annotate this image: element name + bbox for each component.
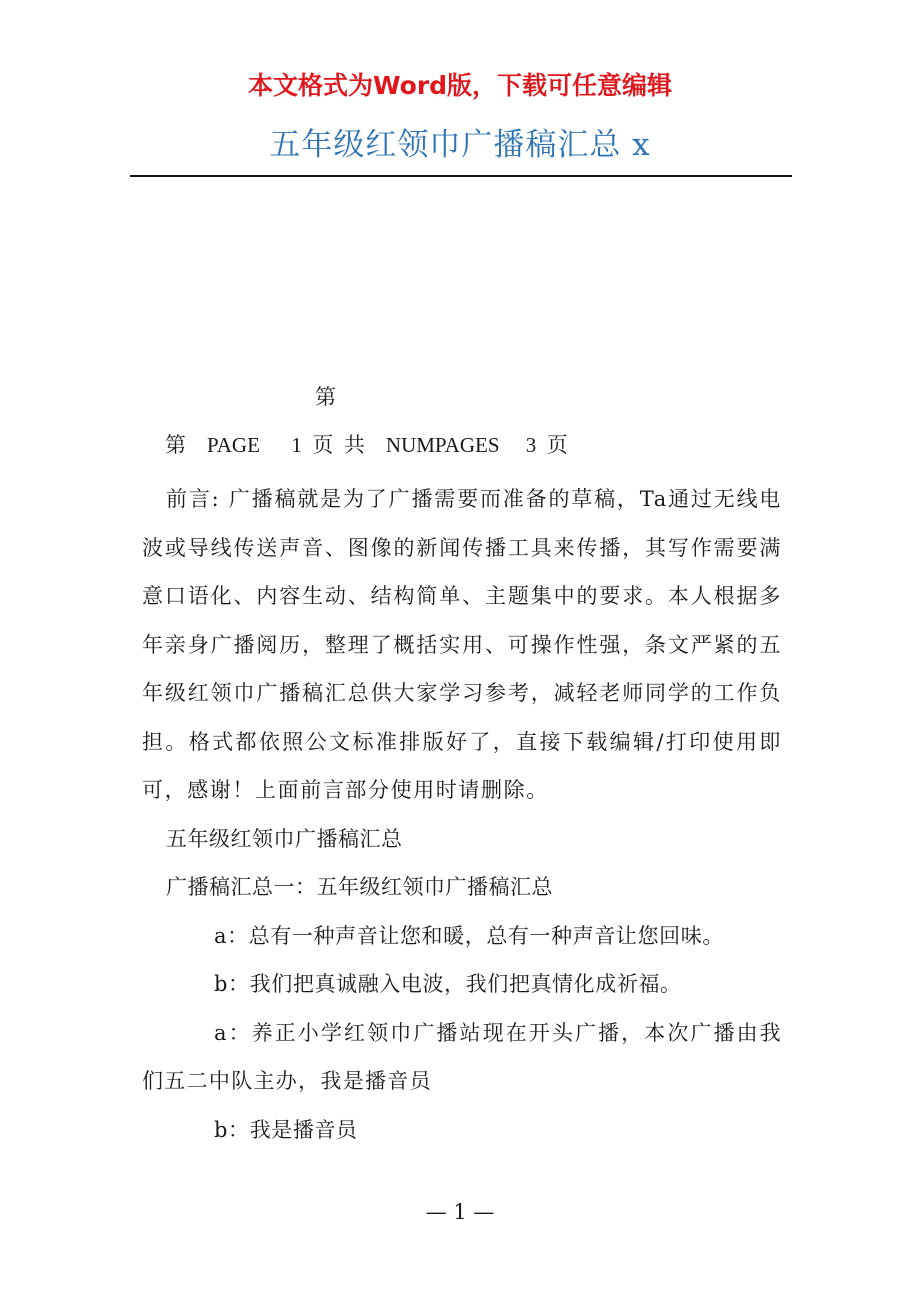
subsection-heading: 广播稿汇总一：五年级红领巾广播稿汇总 <box>166 875 553 899</box>
header-fragment: 第 <box>315 385 336 409</box>
page-field-number: 1 <box>291 433 302 457</box>
download-banner: 本文格式为Word版，下载可任意编辑 <box>247 71 673 100</box>
page-field-unit: 页 <box>312 433 334 457</box>
page-number-field <box>165 427 568 463</box>
dialog-line: b：我们把真诚融入电波，我们把真情化成祈福。 <box>214 972 682 996</box>
page-field-total-unit: 页 <box>546 433 568 457</box>
dialog-line: b：我是播音员 <box>214 1117 358 1142</box>
section-heading: 五年级红领巾广播稿汇总 <box>166 826 403 851</box>
page-footer: — 1 — <box>425 1200 495 1224</box>
dialog-line: a：总有一种声音让您和暖，总有一种声音让您回味。 <box>214 923 724 948</box>
document-body <box>142 475 782 1154</box>
page-field-code: PAGE <box>207 433 260 457</box>
page-field-total-code: NUMPAGES <box>385 433 500 457</box>
page-field-prefix: 第 <box>165 433 186 457</box>
page-field-total-prefix: 共 <box>343 433 365 457</box>
page-field-total-number: 3 <box>525 433 537 457</box>
preface-paragraph: 前言: 广播稿就是为了广播需要而准备的草稿，Ta通过无线电波或导线传送声音、图像的新闻传播工具来传播，其写作需要满意口语化、内容生动、结构简单、主题集中的要求。本人根据多年亲身广播阅历，整理了概括实用、可操作性强，条文严紧的五年级红领巾广播稿汇总供大家学习参考，减轻老师同学的工作负担。格式都依照公文标准排版好了，直接下载编辑/打印使用即可，感谢！上面前言部分使用时请删除。 <box>142 487 782 802</box>
title-divider <box>130 175 792 177</box>
document-title: 五年级红领巾广播稿汇总 x <box>269 127 651 163</box>
dialog-line: a：养正小学红领巾广播站现在开头广播，本次广播由我们五二中队主办，我是播音员 <box>142 1020 782 1093</box>
